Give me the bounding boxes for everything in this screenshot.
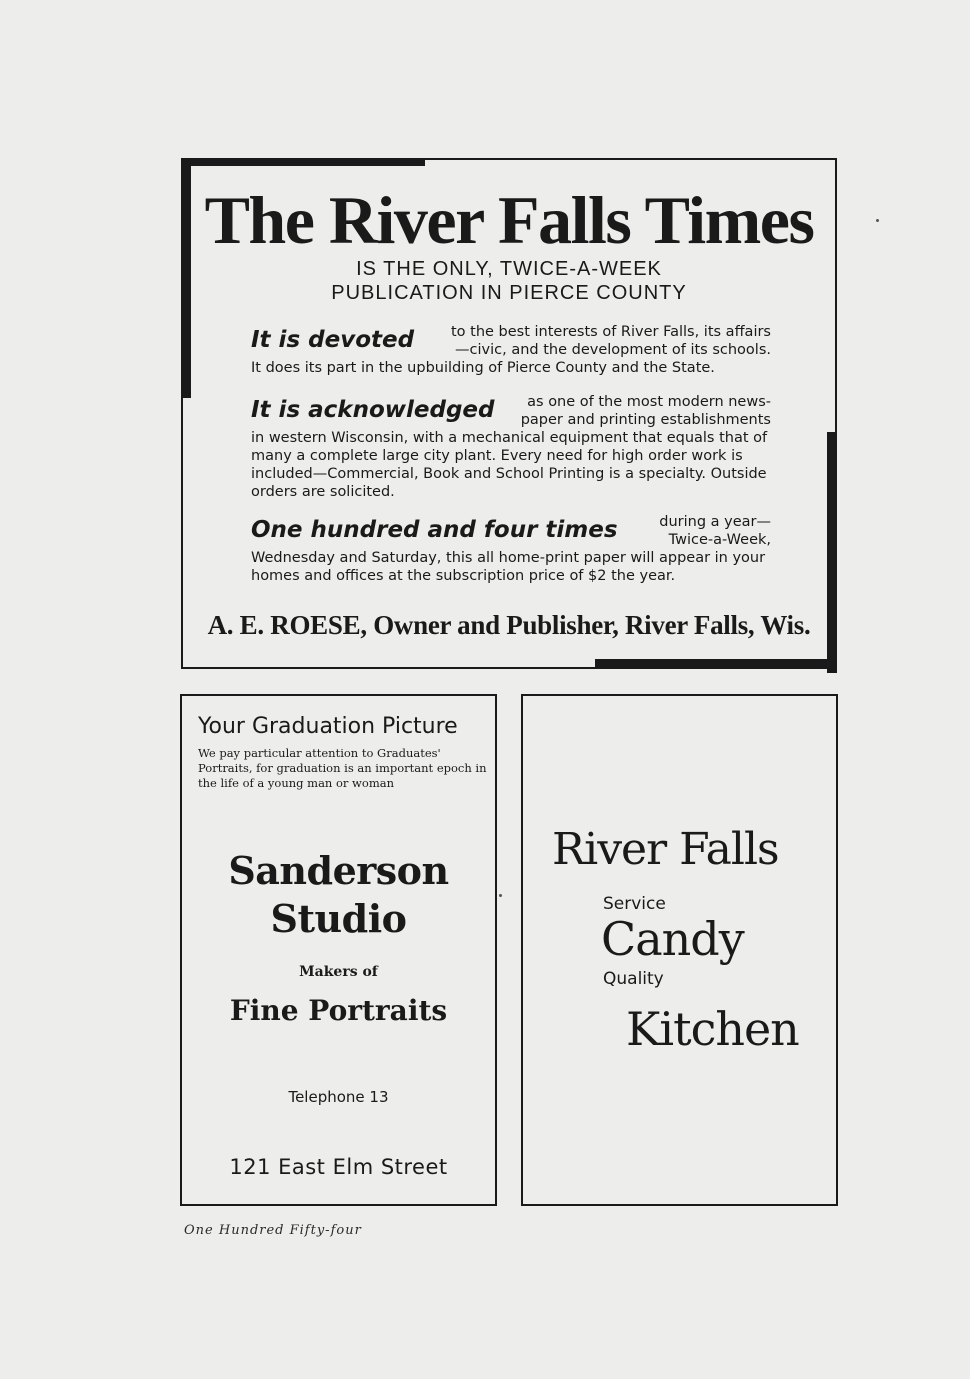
candy-quality: Quality [603, 969, 664, 989]
candy-kitchen-ad [521, 694, 838, 1206]
studio-tagline: Makers of [299, 964, 378, 980]
paragraph-body: Wednesday and Saturday, this all home-print paper will appear in your homes and offices at the subscription price of $2 the year. [251, 550, 766, 584]
page-folio: One Hundred Fifty-four [184, 1223, 362, 1238]
print-speck [499, 894, 502, 897]
print-speck [876, 219, 879, 222]
paragraph-frequency [251, 513, 771, 585]
border-accent-bottom [595, 659, 837, 669]
studio-telephone: Telephone 13 [288, 1088, 389, 1106]
paragraph-body: in western Wisconsin, with a mechanical equipment that equals that of many a complete large city plant. Every need for high order work is included—Commercial, Book and School Printing is a specialty. Outside orders are solicited. [251, 430, 768, 500]
studio-address: 121 East Elm Street [229, 1155, 448, 1179]
paragraph-line: Twice-a-Week, [668, 532, 771, 548]
border-accent-top [181, 158, 425, 166]
paragraph-body: It does its part in the upbuilding of Pierce County and the State. [251, 360, 715, 376]
paragraph-line: —civic, and the development of its schools. [455, 342, 771, 358]
subtitle-line-2: PUBLICATION IN PIERCE COUNTY [331, 282, 687, 304]
paragraph-lead: It is acknowledged [251, 397, 495, 423]
paragraph-line: paper and printing establishments [520, 412, 771, 428]
paragraph-lead: It is devoted [251, 327, 415, 353]
newspaper-title: The River Falls Times [204, 182, 814, 258]
subtitle-line-1: IS THE ONLY, TWICE-A-WEEK [356, 258, 662, 280]
candy-line-1: River Falls [552, 824, 779, 875]
publisher-line: A. E. ROESE, Owner and Publisher, River Falls, Wis. [207, 610, 811, 640]
candy-service: Service [603, 894, 666, 914]
studio-name-line-1: Sanderson [228, 848, 449, 893]
graduation-heading: Your Graduation Picture [198, 714, 458, 739]
paragraph-lead: One hundred and four times [251, 517, 618, 543]
paragraph-line: during a year— [659, 514, 771, 530]
sanderson-studio-ad [180, 694, 497, 1206]
paragraph-line: as one of the most modern news- [527, 394, 771, 410]
river-falls-times-ad [181, 158, 837, 669]
graduation-text: We pay particular attention to Graduates' Portraits, for graduation is an important epoch in the life of a young man or woman [198, 746, 487, 790]
candy-line-3: Kitchen [626, 1002, 799, 1056]
paragraph-line: to the best interests of River Falls, its affairs [450, 324, 771, 340]
newspaper-subtitle [183, 257, 835, 305]
studio-name-line-2: Studio [270, 896, 407, 941]
studio-tagline-2: Fine Portraits [229, 994, 448, 1027]
paragraph-acknowledged [251, 393, 771, 501]
paragraph-devoted [251, 323, 771, 377]
candy-line-2: Candy [601, 912, 744, 966]
